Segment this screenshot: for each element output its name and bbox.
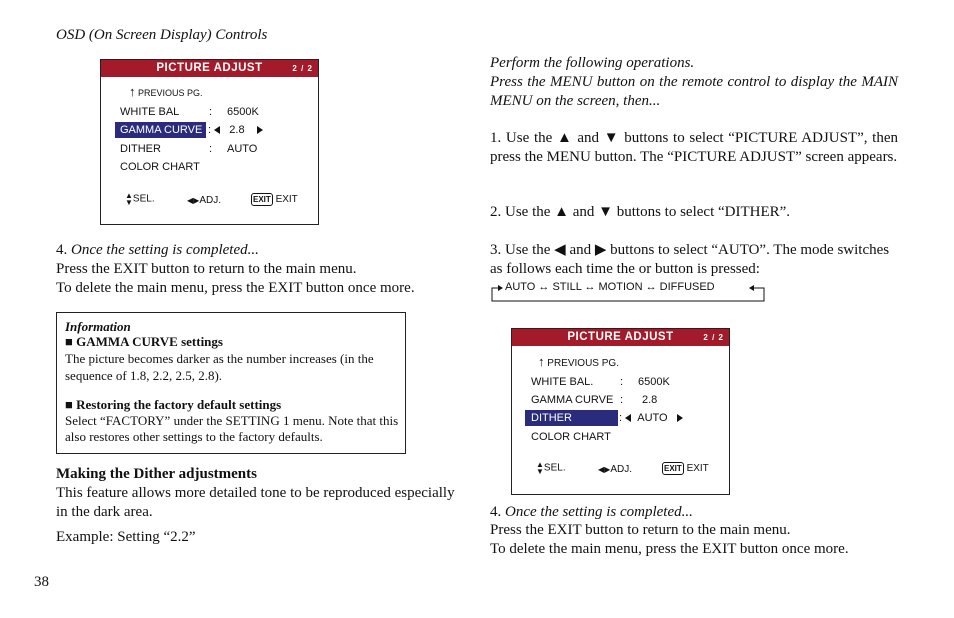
info-gamma-title: ■ GAMMA CURVE settings <box>65 334 223 349</box>
step1-text: 1. Use the ▲ and ▼ buttons to select “PICTURE ADJUST”, then press the MENU button. The “PICTURE ADJUST” screen appears. <box>490 130 898 165</box>
osd-picture-adjust-left <box>100 59 319 225</box>
osd-title: PICTURE ADJUST <box>156 62 263 74</box>
osd-page-indicator: 2 / 2 <box>703 333 724 342</box>
osd-footer-sel: ▲ ▼SEL. <box>536 460 566 476</box>
osd-row-gamma-value: : 2.8 <box>208 124 263 136</box>
osd-row-sep: : <box>620 376 624 388</box>
osd-row-gamma-curve-highlight: GAMMA CURVE <box>115 122 206 138</box>
right-step4-heading: 4. Once the setting is completed... <box>490 504 693 520</box>
square-bullet-icon: ■ <box>65 334 73 349</box>
up-down-arrow-icon: ▲ ▼ <box>536 460 544 476</box>
page-number: 38 <box>34 574 49 590</box>
osd-row-sep: : <box>209 143 213 155</box>
osd-footer-adj: ◀▶ADJ. <box>598 464 632 475</box>
up-arrow-icon: ↑ <box>538 354 545 369</box>
osd-row-gamma-curve: GAMMA CURVE <box>531 394 614 406</box>
up-arrow-icon: ↑ <box>129 84 136 99</box>
osd-row-dither: DITHER <box>120 143 161 155</box>
left-step4-heading: 4. Once the setting is completed... <box>56 242 259 258</box>
osd-footer-exit: EXIT EXIT <box>253 194 298 205</box>
osd-row-dither-value: : AUTO <box>619 412 683 424</box>
left-right-arrow-icon: ◀▶ <box>598 465 611 474</box>
left-step4-line1: Press the EXIT button to return to the main menu. <box>56 261 357 277</box>
info-gamma-text: The picture becomes darker as the number increases (in the sequence of 1.8, 2.2, 2.5, 2.8). <box>65 351 374 383</box>
dither-text: This feature allows more detailed tone to be reproduced especially in the dark area. <box>56 485 455 520</box>
up-down-arrow-icon: ▲ ▼ <box>125 191 133 207</box>
dither-example: Example: Setting “2.2” <box>56 529 196 545</box>
osd-previous-page: ↑ PREVIOUS PG. <box>129 84 203 99</box>
osd-row-color-chart: COLOR CHART <box>531 431 611 443</box>
exit-button-icon: EXIT <box>253 195 271 204</box>
left-right-arrow-icon: ◀▶ <box>187 196 200 205</box>
osd-row-value: 6500K <box>227 106 259 118</box>
osd-row-white-bal: WHITE BAL <box>120 106 180 118</box>
info-restore-text: Select “FACTORY” under the SETTING 1 menu. Note that this also restores other settings to the factory defaults. <box>65 413 399 444</box>
osd-footer-adj: ◀▶ADJ. <box>187 195 221 206</box>
osd-row-value: AUTO <box>227 143 258 155</box>
osd-row-color-chart: COLOR CHART <box>120 161 200 173</box>
osd-title: PICTURE ADJUST <box>567 331 674 343</box>
dither-heading: Making the Dither adjustments <box>56 466 257 482</box>
osd-title-bar <box>512 329 729 346</box>
osd-footer-exit: EXIT EXIT <box>664 463 709 474</box>
step2-text: 2. Use the ▲ and ▼ buttons to select “DITHER”. <box>490 204 791 220</box>
osd-row-value: 6500K <box>638 376 670 388</box>
information-box <box>56 312 406 454</box>
osd-row-dither-highlight: DITHER <box>525 410 618 426</box>
osd-picture-adjust-right <box>511 328 730 495</box>
osd-title-bar <box>101 60 318 77</box>
info-heading: Information <box>65 319 131 334</box>
osd-footer-sel: ▲ ▼SEL. <box>125 191 155 207</box>
osd-row-value: 2.8 <box>642 394 658 406</box>
left-arrow-icon <box>625 414 631 422</box>
mode-cycle-diagram <box>490 279 766 303</box>
right-step4-line1: Press the EXIT button to return to the main menu. <box>490 522 791 538</box>
right-arrow-icon <box>257 126 263 134</box>
intro-line1: Perform the following operations. <box>490 55 695 71</box>
osd-row-sep: : <box>209 106 213 118</box>
page-header: OSD (On Screen Display) Controls <box>56 27 268 43</box>
left-arrow-icon <box>214 126 220 134</box>
info-restore-title: ■ Restoring the factory default settings <box>65 397 282 412</box>
osd-previous-page: ↑ PREVIOUS PG. <box>538 354 619 369</box>
step3-text: 3. Use the ◀ and ▶ buttons to select “AUTO”. The mode switches as follows each time the or button is pressed: <box>490 242 890 277</box>
intro-line2: Press the MENU button on the remote control to display the MAIN MENU on the screen, then... <box>490 74 898 109</box>
osd-row-white-bal: WHITE BAL. <box>531 376 594 388</box>
exit-button-icon: EXIT <box>664 464 682 473</box>
osd-row-sep: : <box>620 394 624 406</box>
osd-page-indicator: 2 / 2 <box>292 64 313 73</box>
square-bullet-icon: ■ <box>65 397 73 412</box>
right-arrow-icon <box>677 414 683 422</box>
right-step4-line2: To delete the main menu, press the EXIT button once more. <box>490 541 849 557</box>
left-step4-line2: To delete the main menu, press the EXIT button once more. <box>56 280 415 296</box>
mode-cycle-text: AUTO ↔ STILL ↔ MOTION ↔ DIFFUSED <box>505 281 715 293</box>
